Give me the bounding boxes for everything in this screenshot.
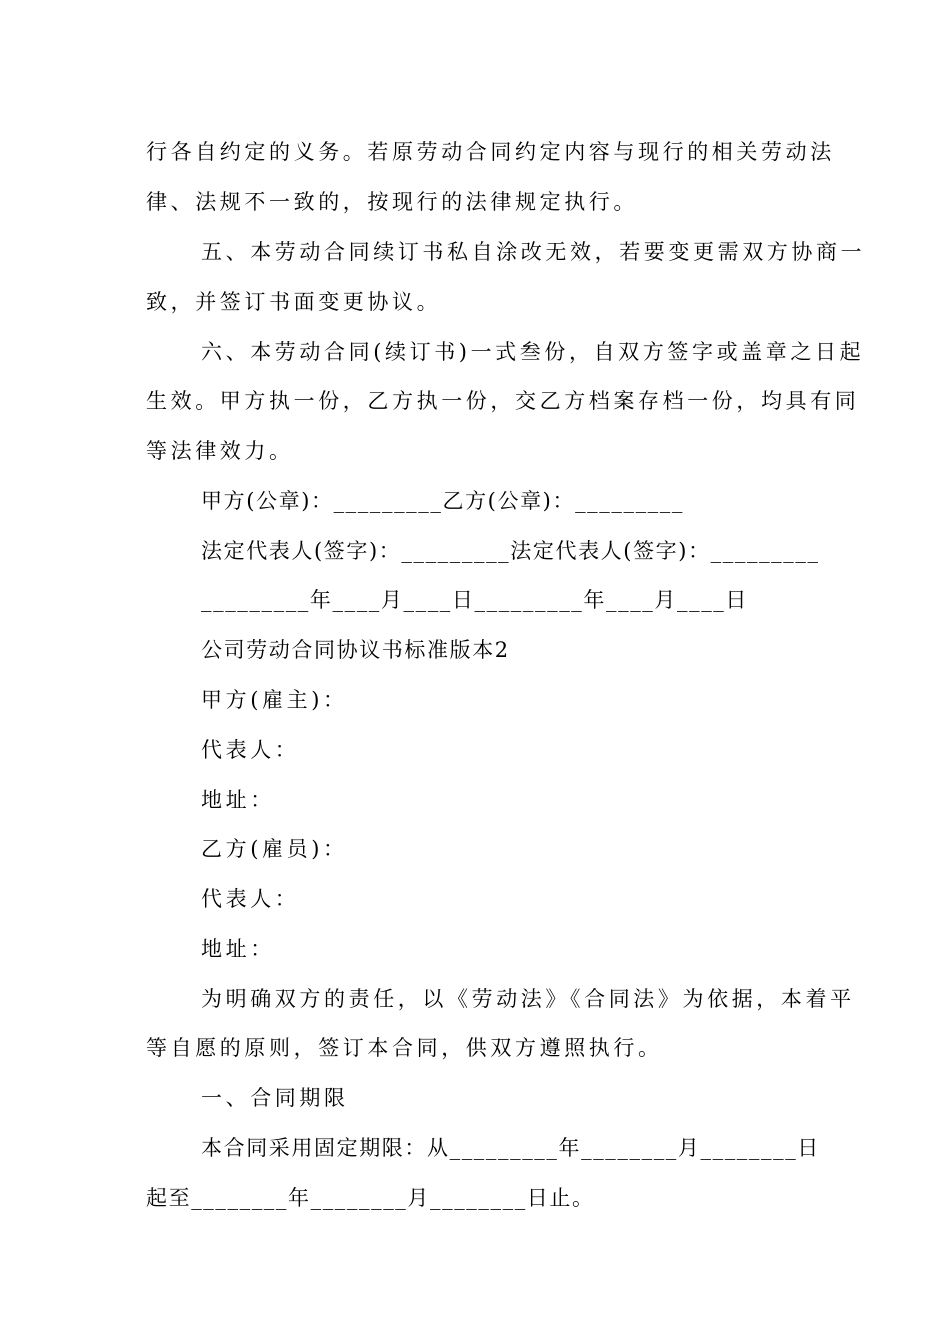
- signing-date-line: _________年____月____日_________年____月____日: [201, 588, 748, 612]
- employee-address-label: 地址：: [201, 937, 275, 961]
- preamble-line-2: 等自愿的原则，签订本合同，供双方遵照执行。: [146, 1036, 663, 1060]
- section-title: 公司劳动合同协议书标准版本2: [201, 638, 510, 662]
- employer-label: 甲方(雇主)：: [201, 688, 348, 712]
- employee-representative-label: 代表人：: [201, 887, 300, 911]
- employee-label: 乙方(雇员)：: [201, 837, 348, 861]
- contract-term-heading: 一、合同期限: [201, 1086, 349, 1110]
- clause-five-line-1: 五、本劳动合同续订书私自涂改无效，若要变更需双方协商一: [201, 240, 866, 264]
- paragraph-line-1: 行各自约定的义务。若原劳动合同约定内容与现行的相关劳动法: [146, 140, 835, 164]
- clause-six-line-1: 六、本劳动合同(续订书)一式叁份，自双方签字或盖章之日起: [201, 340, 865, 364]
- party-seal-line: 甲方(公章)：_________乙方(公章)：_________: [201, 489, 684, 513]
- clause-six-line-2: 生效。甲方执一份，乙方执一份，交乙方档案存档一份，均具有同: [146, 389, 860, 413]
- paragraph-line-2: 律、法规不一致的，按现行的法律规定执行。: [146, 190, 638, 214]
- employer-address-label: 地址：: [201, 788, 275, 812]
- contract-term-line-2: 起至________年________月________日止。: [146, 1186, 595, 1210]
- legal-representative-line: 法定代表人(签字)：_________法定代表人(签字)：_________: [201, 539, 820, 563]
- contract-term-line-1: 本合同采用固定期限：从_________年________月________日: [201, 1136, 820, 1160]
- preamble-line-1: 为明确双方的责任，以《劳动法》《合同法》为依据，本着平: [201, 987, 855, 1011]
- employer-representative-label: 代表人：: [201, 738, 300, 762]
- clause-five-line-2: 致，并签订书面变更协议。: [146, 290, 442, 314]
- clause-six-line-3: 等法律效力。: [146, 439, 294, 463]
